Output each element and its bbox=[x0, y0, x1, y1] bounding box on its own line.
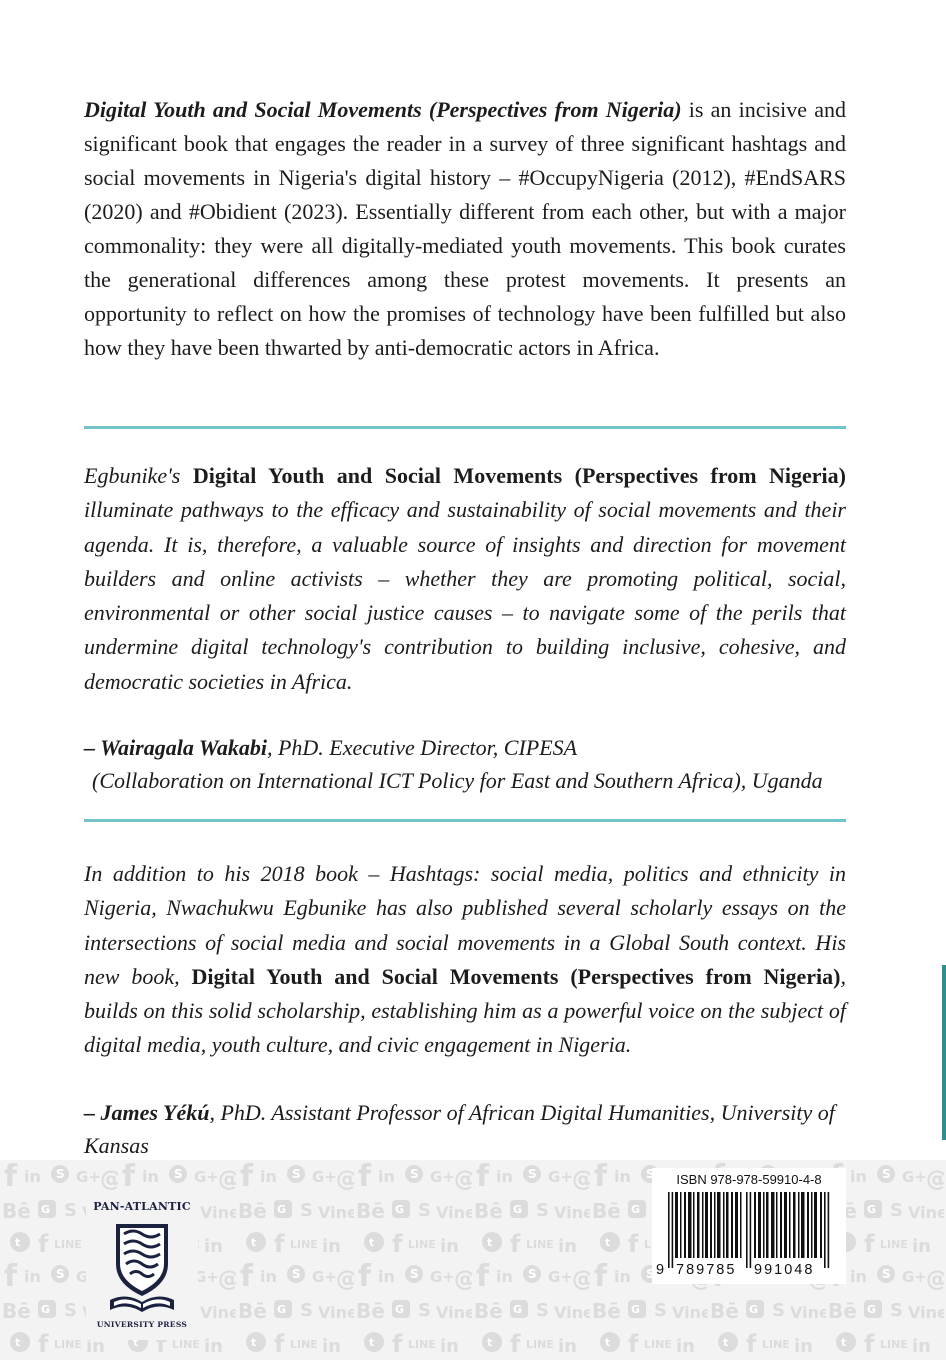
endorsement-1-lead: Egbunike's bbox=[84, 463, 193, 488]
endorsement-2-name: – James Yékú bbox=[84, 1100, 210, 1125]
footer-band bbox=[0, 1160, 946, 1360]
endorsement-1-book-title: Digital Youth and Social Movements (Perspectives from Nigeria) bbox=[192, 463, 846, 488]
isbn-barcode bbox=[652, 1168, 846, 1284]
crest-icon bbox=[108, 1220, 176, 1318]
isbn-label: ISBN 978-978-59910-4-8 bbox=[676, 1172, 822, 1187]
endorsement-2-book-title: Digital Youth and Social Movements (Perspectives from Nigeria) bbox=[191, 963, 841, 989]
divider-rule bbox=[84, 819, 846, 822]
endorsement-1-name: – Wairagala Wakabi bbox=[84, 735, 267, 760]
endorsement-1-role: , PhD. Executive Director, CIPESA bbox=[266, 735, 578, 760]
book-blurb bbox=[84, 93, 846, 365]
endorsement-1-attribution bbox=[84, 731, 846, 797]
isbn-digit-lead: 9 bbox=[656, 1262, 665, 1278]
edge-accent bbox=[942, 965, 946, 1140]
blurb-book-title: Digital Youth and Social Movements (Perspectives from Nigeria) bbox=[84, 97, 682, 122]
barcode-bars bbox=[662, 1192, 842, 1268]
endorsement-2-role: , PhD. Assistant Professor of African Digital Humanities, University of Kansas bbox=[84, 1100, 835, 1158]
publisher-name-bottom: UNIVERSITY PRESS bbox=[96, 1320, 188, 1329]
endorsement-2-text-a: In addition to his 2018 book – Hashtags: social media, politics and ethnicity in Nigeria, Nwachukwu Egbunike has also published several scholarly essays on the intersections of social media and social movements in a Global South context. His new book, bbox=[84, 861, 846, 989]
endorsement-2-attribution bbox=[84, 1096, 846, 1162]
endorsement-1-text: illuminate pathways to the efficacy and sustainability of social movements and their agenda. It is, therefore, a valuable source of insights and direction for movement builders and online activists – whether they are promoting political, social, environmental or other social justice causes – to navigate some of the perils that undermine digital technology's contribution to building inclusive, cohesive, and democratic societies in Africa. bbox=[84, 497, 846, 694]
endorsement-1-quote bbox=[84, 459, 846, 699]
endorsement-2-text-b: , builds on this solid scholarship, establishing him as a powerful voice on the subject of digital media, youth culture, and civic engagement in Nigeria. bbox=[84, 963, 846, 1058]
divider-rule bbox=[84, 426, 846, 429]
endorsement-2-quote bbox=[84, 857, 846, 1063]
blurb-body: is an incisive and significant book that engages the reader in a survey of three significant hashtags and social movements in Nigeria's digital history – #OccupyNigeria (2012), #EndSARS (2020) and #Obidient (2023). Essentially different from each other, but with a major commonality: they were all digitally-mediated youth movements. This book curates the generational differences among these protest movements. It presents an opportunity to reflect on how the promises of technology have been fulfilled but also how they have been thwarted by anti-democratic actors in Africa. bbox=[84, 97, 846, 360]
publisher-name-top: PAN-ATLANTIC bbox=[93, 1200, 191, 1213]
isbn-digits-left: 789785 bbox=[676, 1262, 737, 1278]
isbn-digits-right: 991048 bbox=[754, 1262, 815, 1278]
endorsement-1-org: (Collaboration on International ICT Policy for East and Southern Africa), Uganda bbox=[92, 768, 823, 793]
publisher-logo bbox=[86, 1190, 198, 1340]
